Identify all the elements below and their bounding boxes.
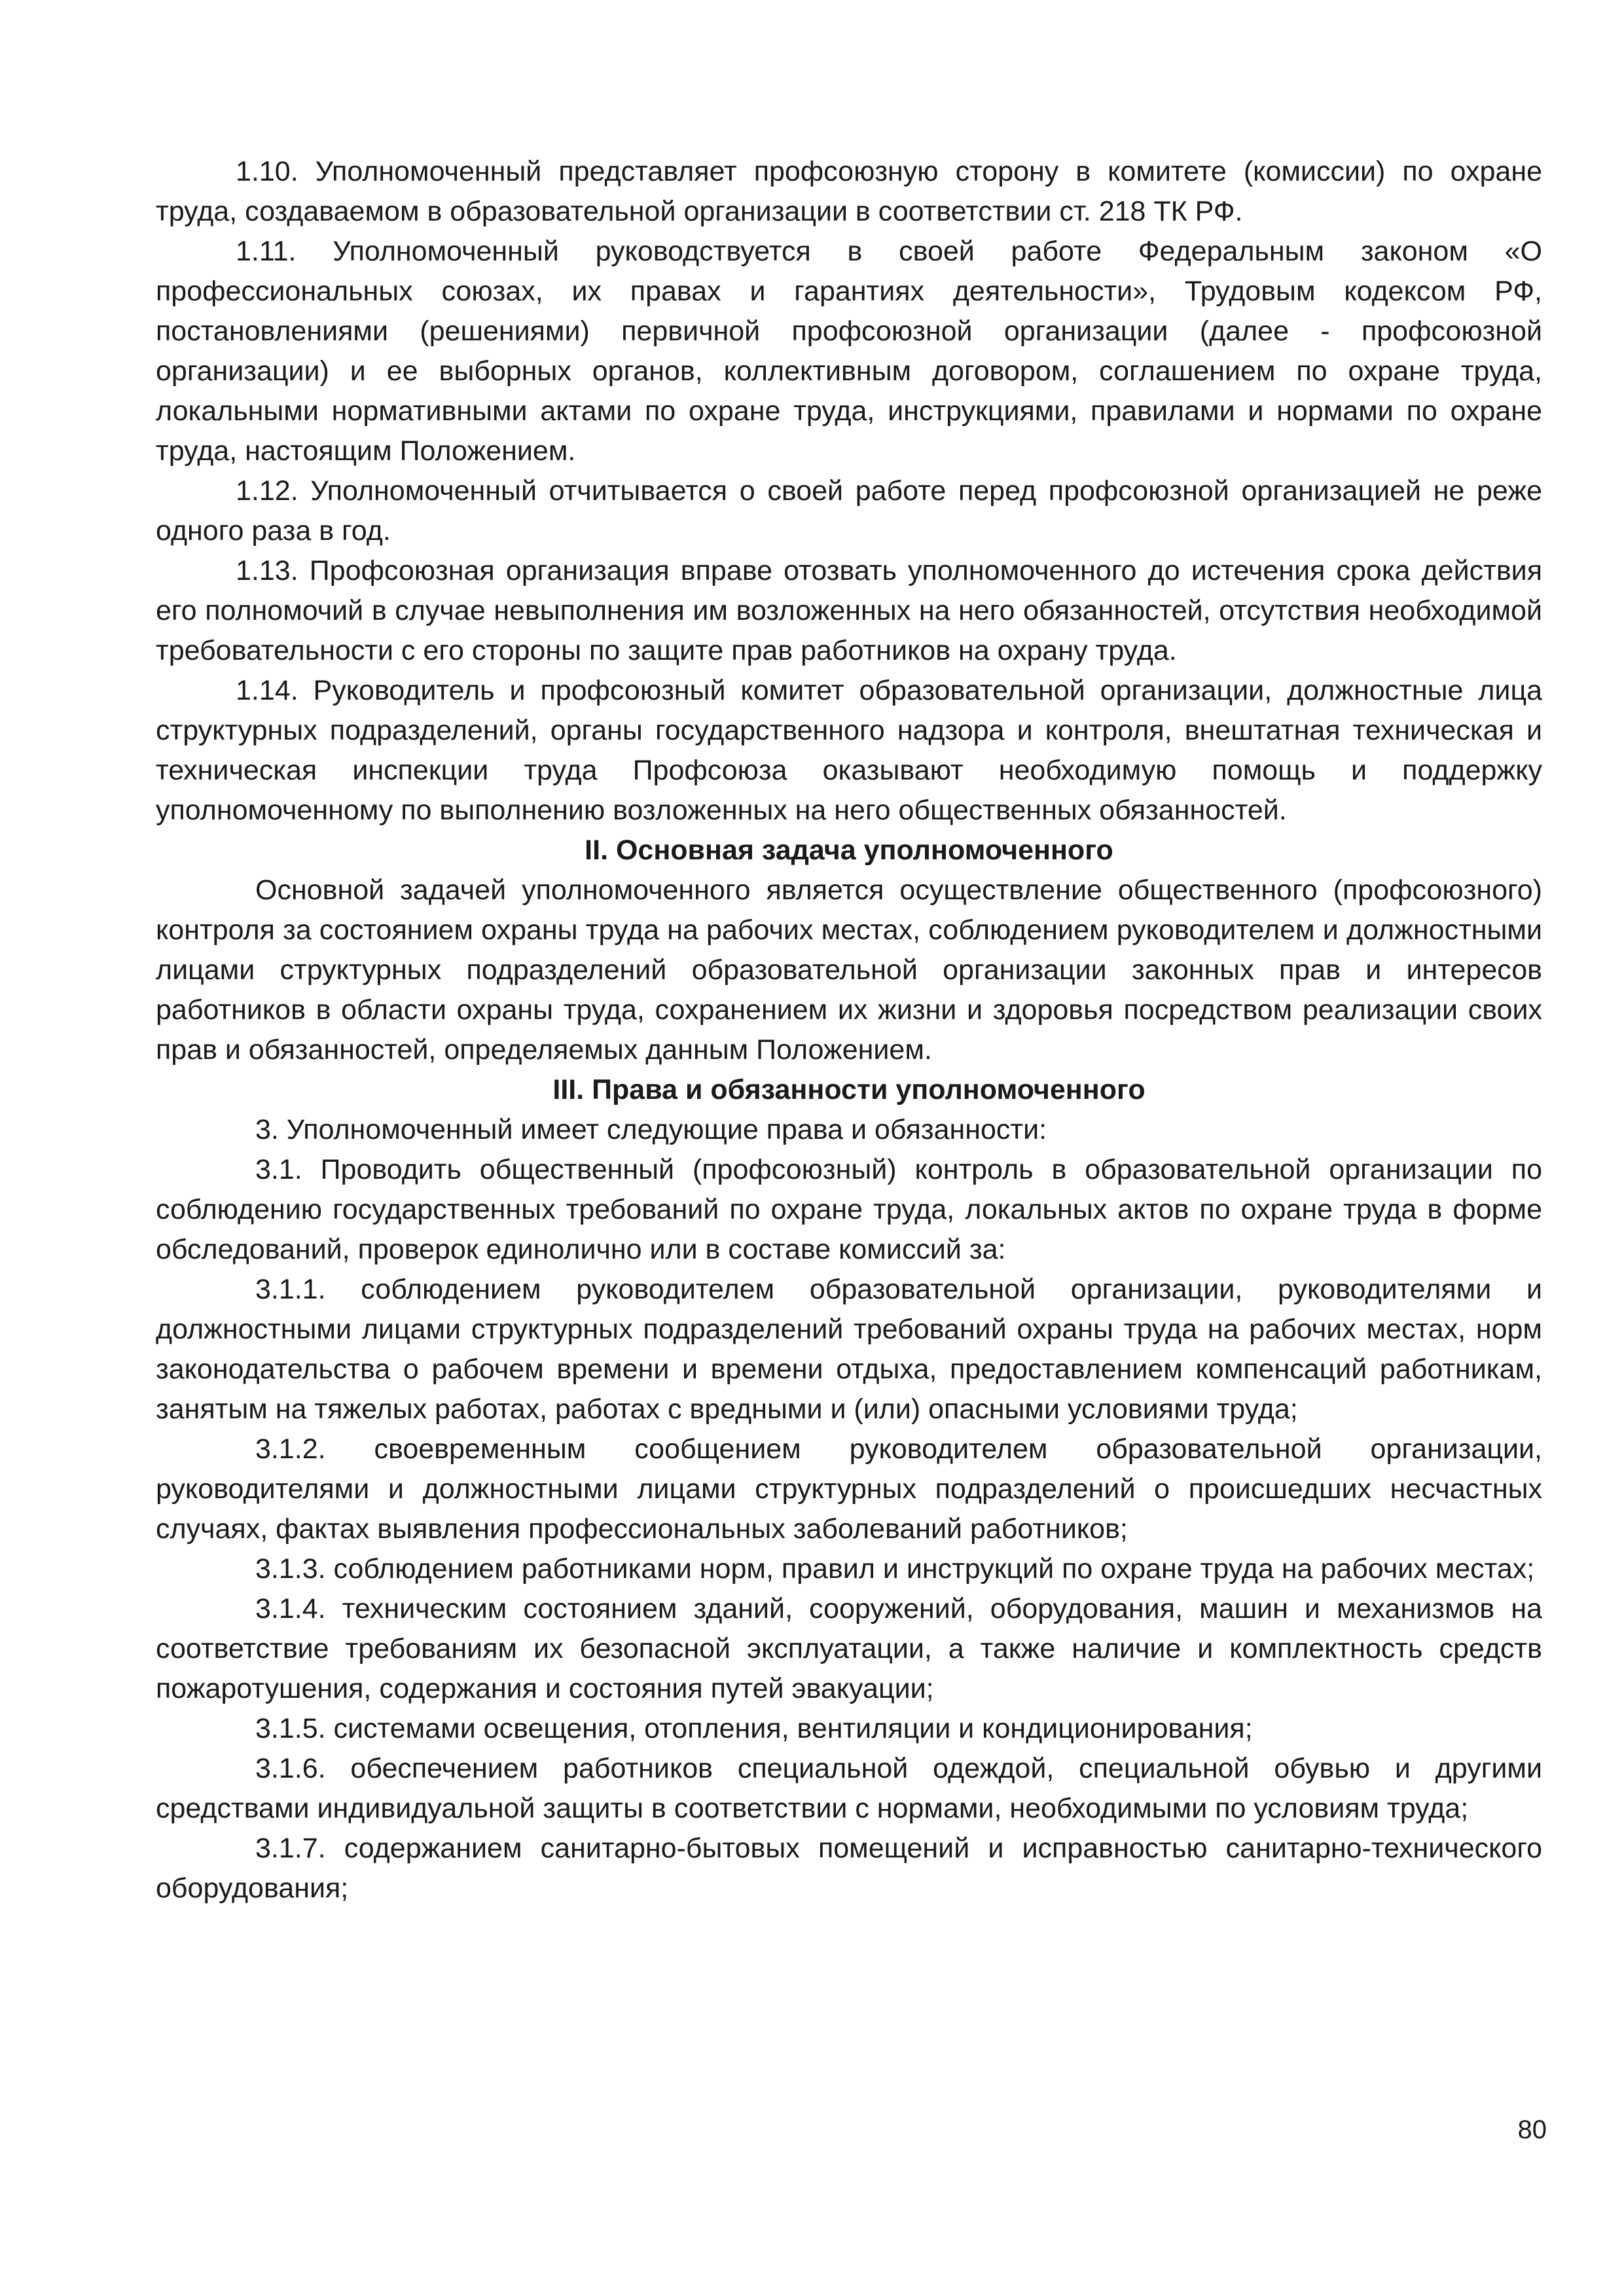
document-body	[156, 152, 1542, 1909]
subitem-3-1-2: 3.1.2. своевременным сообщением руководителем образовательной организации, руководителями и должностными лицами структурных подразделений о происшедших несчастных случаях, фактах выявления профессиональных заболеваний работников;	[156, 1433, 1542, 1545]
page-number: 80	[1517, 2115, 1547, 2144]
subitem-3-1-6: 3.1.6. обеспечением работников специальной одеждой, специальной обувью и другими средствами индивидуальной защиты в соответствии с нормами, необходимыми по условиям труда;	[156, 1753, 1542, 1824]
item-3-1: 3.1. Проводить общественный (профсоюзный) контроль в образовательной организации по соблюдению государственных требований по охране труда, локальных актов по охране труда в форме обследований, проверок единолично или в составе комиссий за:	[156, 1154, 1542, 1265]
section-2-heading: II. Основная задача уполномоченного	[585, 834, 1113, 866]
section-3-intro: 3. Уполномоченный имеет следующие права и обязанности:	[255, 1114, 1047, 1145]
subitem-3-1-5: 3.1.5. системами освещения, отопления, вентиляции и кондиционирования;	[255, 1713, 1253, 1744]
paragraph-1-11: 1.11. Уполномоченный руководствуется в своей работе Федеральным законом «О профессиональных союзах, их правах и гарантиях деятельности», Трудовым кодексом РФ, постановлениями (решениями) первичной профсоюзной организации (далее - профсоюзной организации) и ее выборных органов, коллективным договором, соглашением по охране труда, локальными нормативными актами по охране труда, инструкциями, правилами и нормами по охране труда, настоящим Положением.	[156, 236, 1542, 467]
subitem-3-1-3: 3.1.3. соблюдением работниками норм, правил и инструкций по охране труда на рабочих местах;	[255, 1553, 1535, 1585]
subitem-3-1-4: 3.1.4. техническим состоянием зданий, сооружений, оборудования, машин и механизмов на соответствие требованиям их безопасной эксплуатации, а также наличие и комплектность средств пожаротушения, содержания и состояния путей эвакуации;	[156, 1593, 1542, 1704]
section-3-heading: III. Права и обязанности уполномоченного	[552, 1074, 1146, 1105]
subitem-3-1-1: 3.1.1. соблюдением руководителем образовательной организации, руководителями и должностными лицами структурных подразделений требований охраны труда на рабочих местах, норм законодательства о рабочем времени и времени отдыха, предоставлением компенсаций работникам, занятым на тяжелых работах, работах с вредными и (или) опасными условиями труда;	[156, 1274, 1542, 1425]
section-2-text: Основной задачей уполномоченного является осуществление общественного (профсоюзного) контроля за состоянием охраны труда на рабочих местах, соблюдением руководителем и должностными лицами структурных подразделений образовательной организации законных прав и интересов работников в области охраны труда, сохранением их жизни и здоровья посредством реализации своих прав и обязанностей, определяемых данным Положением.	[156, 874, 1542, 1066]
paragraph-1-12: 1.12. Уполномоченный отчитывается о своей работе перед профсоюзной организацией не реже одного раза в год.	[156, 475, 1542, 547]
paragraph-1-13: 1.13. Профсоюзная организация вправе отозвать уполномоченного до истечения срока действия его полномочий в случае невыполнения им возложенных на него обязанностей, отсутствия необходимой требовательности с его стороны по защите прав работников на охрану труда.	[156, 555, 1542, 666]
paragraph-1-14: 1.14. Руководитель и профсоюзный комитет образовательной организации, должностные лица структурных подразделений, органы государственного надзора и контроля, внештатная техническая и техническая инспекции труда Профсоюза оказывают необходимую помощь и поддержку уполномоченному по выполнению возложенных на него общественных обязанностей.	[156, 675, 1542, 826]
paragraph-1-10: 1.10. Уполномоченный представляет профсоюзную сторону в комитете (комиссии) по охране труда, создаваемом в образовательной организации в соответствии ст. 218 ТК РФ.	[156, 156, 1542, 227]
subitem-3-1-7: 3.1.7. содержанием санитарно-бытовых помещений и исправностью санитарно-технического оборудования;	[156, 1833, 1542, 1904]
